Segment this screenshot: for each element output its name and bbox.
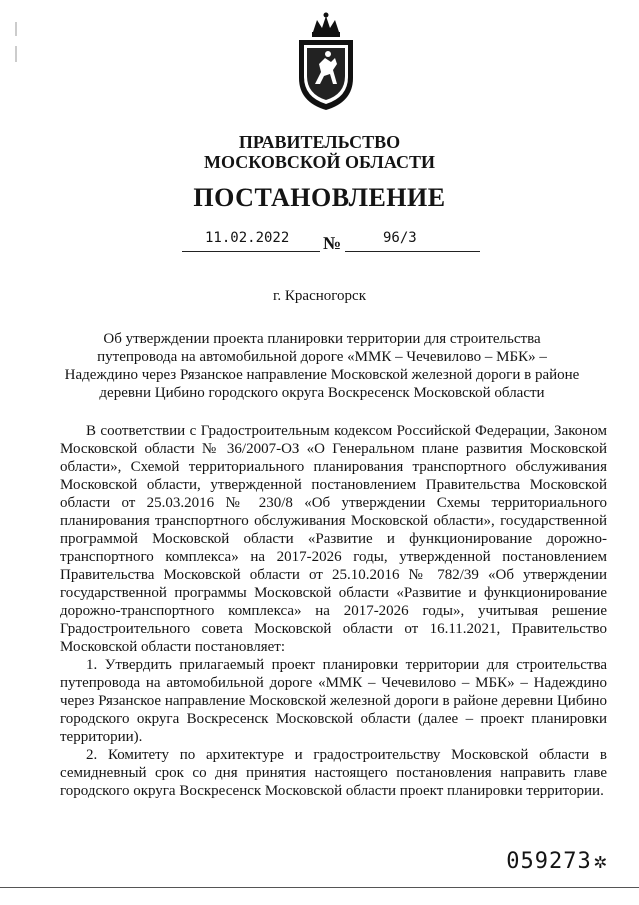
serial-digits: 059273 <box>506 849 592 874</box>
margin-scan-mark <box>14 22 18 62</box>
document-subject: Об утверждении проекта планировки территории для строительства путепровода на автомобильной дороге «ММК – Чечевилово – МБК» – Надеждино через Рязанское направление Московской железной дороги в районе деревни Цибино городского округа Воскресенск Московской области <box>64 331 580 401</box>
serial-mark-icon: ✲ <box>593 849 608 874</box>
resolution-item-1: 1. Утвердить прилагаемый проект планировки территории для строительства путепровода на автомобильной дороге «ММК – Чечевилово – МБК» – Надеждино через Рязанское направление Московской железной дороги в районе деревни Цибино городского округа Воскресенск Московской области (далее – проект планировки территории). <box>60 657 607 745</box>
document-date: 11.02.2022 <box>205 230 290 246</box>
bottom-divider <box>0 887 639 888</box>
organization-name-line-2: МОСКОВСКОЙ ОБЛАСТИ <box>204 152 435 172</box>
organization-name-line-1: ПРАВИТЕЛЬСТВО <box>238 132 401 152</box>
date-underline <box>182 251 320 252</box>
form-serial-number <box>506 849 608 874</box>
document-type-title: ПОСТАНОВЛЕНИЕ <box>193 183 446 212</box>
preamble-paragraph: В соответствии с Градостроительным кодексом Российской Федерации, Законом Московской области № 36/2007-ОЗ «О Генеральном плане развития Московской области», Схемой территориального планирования транспортного обслуживания Московской области, утвержденной постановлением Правительства Московской области от 25.03.2016 № 230/8 «Об утверждении Схемы территориального планирования транспортного обслуживания Московской области», государственной программой Московской области «Развитие и функционирование дорожно-транспортного комплекса» на 2017-2026 годы, утвержденной постановлением Правительства Московской области от 25.10.2016 № 782/39 «Об утверждении государственной программы Московской области «Развитие и функционирование дорожно-транспортного комплекса» на 2017-2026 годы», учитывая решение Градостроительного совета Московской области от 16.11.2021, Правительство Московской области постановляет: <box>60 423 607 655</box>
coat-of-arms-icon <box>291 12 361 112</box>
document-body <box>60 422 607 800</box>
resolution-item-2: 2. Комитету по архитектуре и градостроительству Московской области в семидневный срок со дня принятия настоящего постановления направить главе городского округа Воскресенск Московской области проект планировки территории. <box>60 747 607 799</box>
number-sign: № <box>323 233 342 253</box>
document-city: г. Красногорск <box>272 288 367 304</box>
document-number: 96/3 <box>383 230 417 246</box>
number-underline <box>345 251 480 252</box>
